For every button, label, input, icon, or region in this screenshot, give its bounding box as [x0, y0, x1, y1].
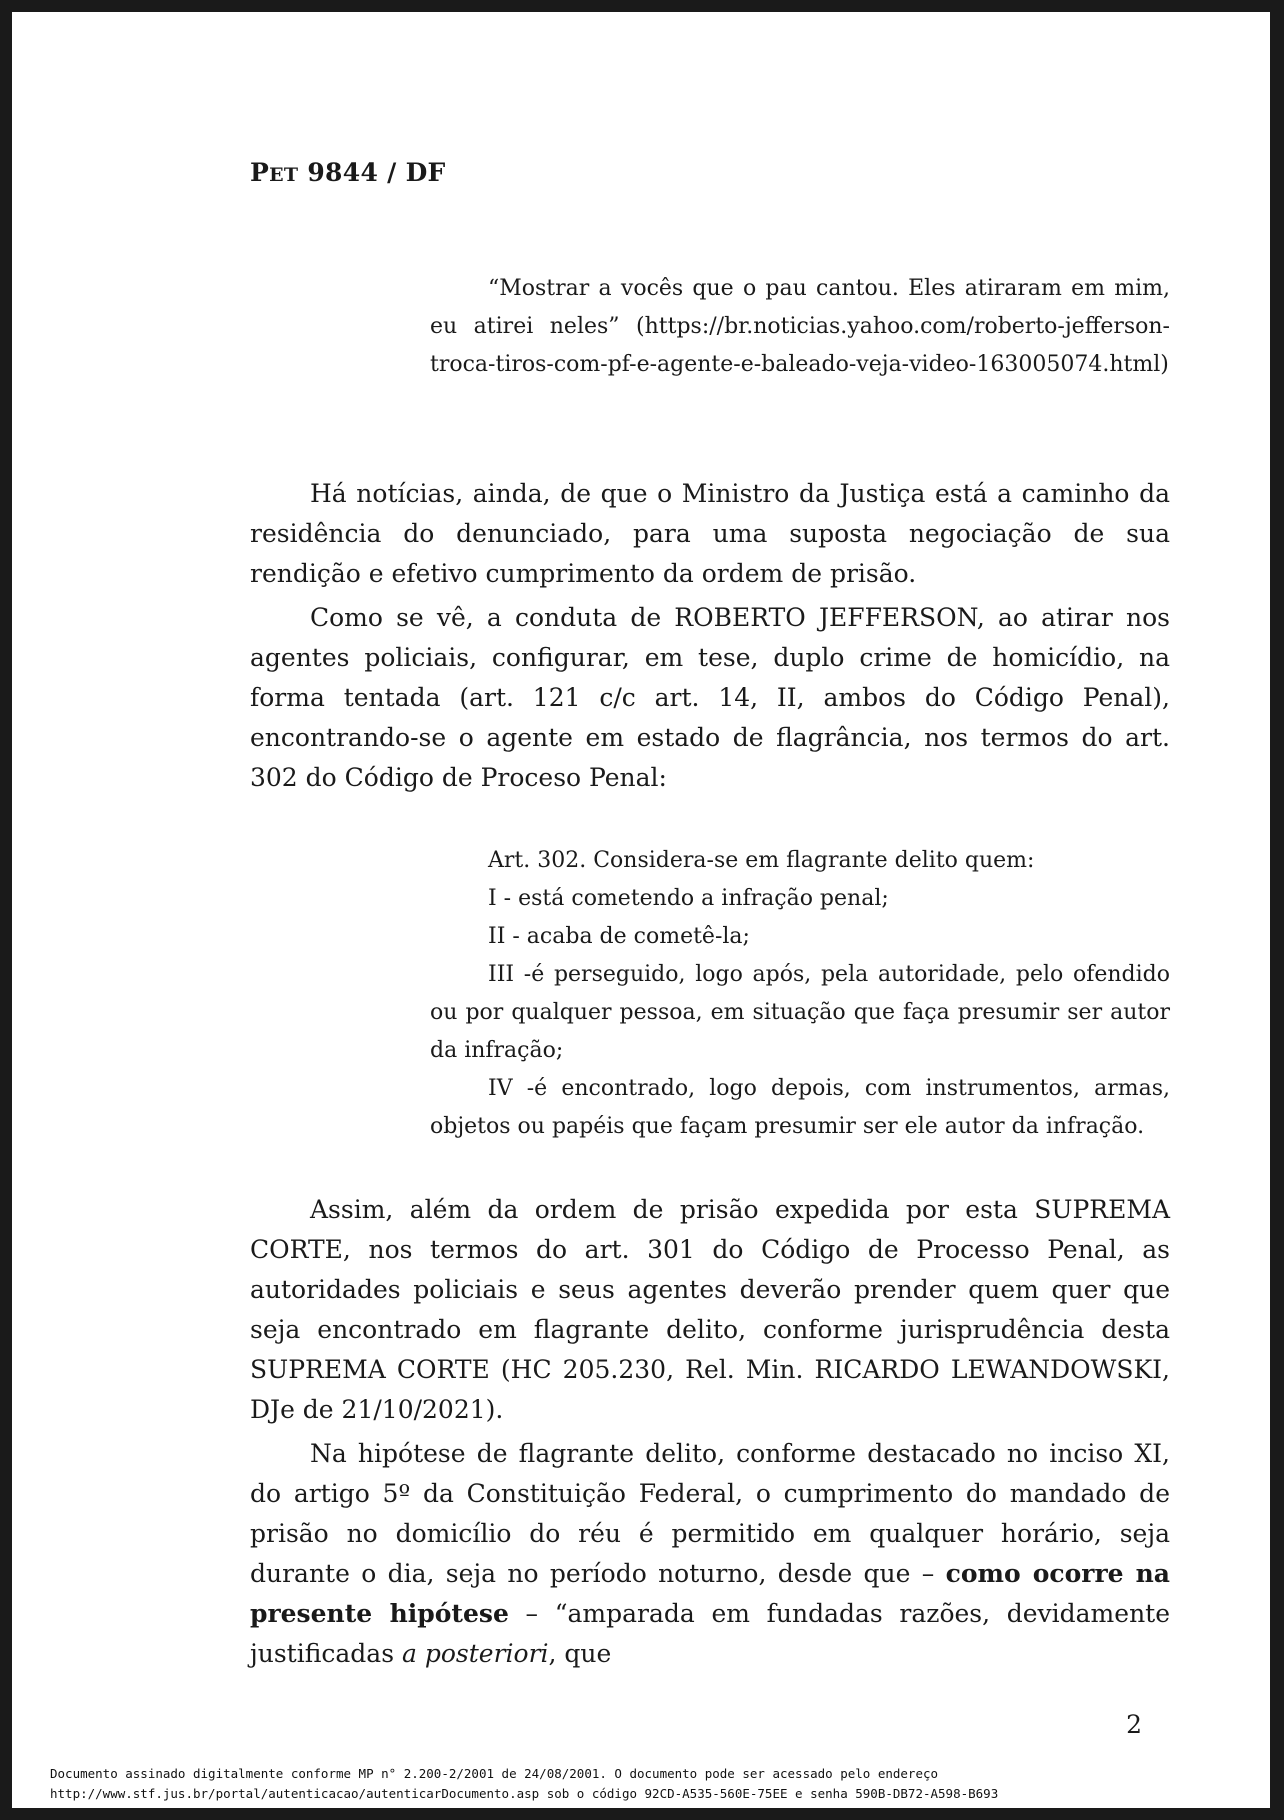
document-page [12, 12, 1270, 1808]
italic-emphasis: a posteriori [402, 1639, 549, 1668]
case-prefix: P [250, 158, 270, 187]
article-item: IV -é encontrado, logo depois, com instrumentos, armas, objetos ou papéis que façam presumir ser ele autor da infração. [430, 1076, 1170, 1139]
paragraph: Assim, além da ordem de prisão expedida por esta SUPREMA CORTE, nos termos do art. 301 do Código de Processo Penal, as autoridades policiais e seus agentes deverão prender quem quer que seja encontrado em flagrante delito, conforme jurisprudência desta SUPREMA CORTE (HC 205.230, Rel. Min. RICARDO LEWANDOWSKI, DJe de 21/10/2021). [250, 1195, 1170, 1424]
case-number: 9844 / DF [307, 158, 446, 187]
case-prefix-rest: ET [269, 164, 299, 186]
page-number: 2 [1126, 1710, 1142, 1739]
digital-signature-footer [50, 1764, 1260, 1804]
paragraph-text: , que [548, 1639, 612, 1668]
paragraph-text: – “amparada em fundadas razões, devidamente justificadas [250, 1599, 1171, 1668]
footer-line: Documento assinado digitalmente conforme MP n° 2.200-2/2001 de 24/08/2001. O documento pode ser acessado pelo endereço [50, 1766, 939, 1781]
case-header [250, 158, 446, 187]
article-item: III -é perseguido, logo após, pela autoridade, pelo ofendido ou por qualquer pessoa, em situação que faça presumir ser autor da infração; [430, 962, 1170, 1063]
article-item: II - acaba de cometê-la; [488, 924, 750, 949]
article-302-quote [430, 842, 1170, 1146]
paragraph [250, 1434, 1170, 1674]
paragraph-text: Na hipótese de flagrante delito, conforme destacado no inciso XI, do artigo 5º da Constituição Federal, o cumprimento do mandado de prisão no domicílio do réu é permitido em qualquer horário, seja durante o dia, seja no período noturno, desde que – [250, 1439, 1170, 1588]
footer-line: http://www.stf.jus.br/portal/autenticacao/autenticarDocumento.asp sob o código 92CD-A535-560E-75EE e senha 590B-DB72-A598-B693 [50, 1786, 999, 1801]
paragraph: Como se vê, a conduta de ROBERTO JEFFERSON, ao atirar nos agentes policiais, configurar, em tese, duplo crime de homicídio, na forma tentada (art. 121 c/c art. 14, II, ambos do Código Penal), encontrando-se o agente em estado de flagrância, nos termos do art. 302 do Código de Proceso Penal: [250, 603, 1170, 792]
article-title: Art. 302. Considera-se em flagrante delito quem: [488, 848, 1035, 873]
paragraph: Há notícias, ainda, de que o Ministro da Justiça está a caminho da residência do denunciado, para uma suposta negociação de sua rendição e efetivo cumprimento da ordem de prisão. [250, 479, 1170, 588]
news-quote [430, 270, 1170, 384]
body-section-2 [250, 1190, 1170, 1674]
article-item: I - está cometendo a infração penal; [488, 886, 889, 911]
quote-text: “Mostrar a vocês que o pau cantou. Eles atiraram em mim, eu atirei neles” (https://br.noticias.yahoo.com/roberto-jefferson-troca-tiros-com-pf-e-agente-e-baleado-veja-video-163005074.html) [430, 276, 1170, 377]
body-section-1 [250, 474, 1170, 798]
bold-emphasis: como ocorre na presente hipótese [250, 1559, 1170, 1628]
